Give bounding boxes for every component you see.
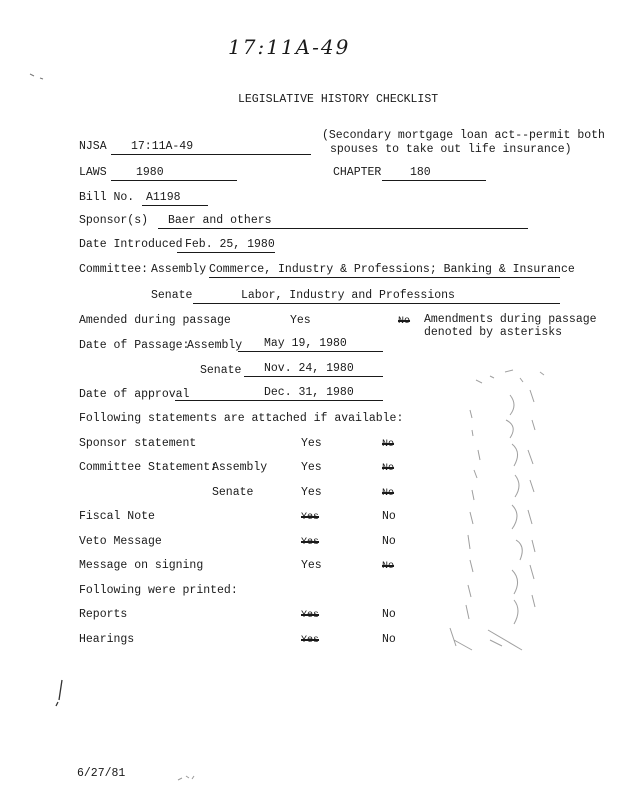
committee-senate-value: Labor, Industry and Professions [193,289,560,304]
reports-yes: Yes [301,610,320,621]
amended-label: Amended during passage [79,314,231,327]
laws-label: LAWS [79,166,107,179]
amended-yes: Yes [290,314,311,327]
approval-value: Dec. 31, 1980 [175,386,383,401]
committee-assembly-label: Assembly [151,263,207,276]
sponsor-value: Baer and others [158,214,528,229]
hearings-yes: Yes [301,635,320,646]
committee-statement-label: Committee Statement: [79,461,218,474]
committee-statement-senate-label: Senate [212,486,254,499]
chapter-value: 180 [382,166,486,181]
date-introduced-value: Feb. 25, 1980 [177,238,275,253]
reports-no: No [382,608,396,621]
fiscal-note-no: No [382,510,396,523]
committee-senate-label: Senate [151,289,193,302]
footer-date: 6/27/81 [77,767,126,780]
committee-statement-assembly-yes: Yes [301,461,322,474]
bill-label: Bill No. [79,191,135,204]
chapter-label: CHAPTER [333,166,382,179]
handwritten-code: 17:11A-49 [228,35,351,59]
fiscal-note-label: Fiscal Note [79,510,155,523]
printed-header: Following were printed: [79,584,238,597]
committee-assembly-value: Commerce, Industry & Professions; Banking & Insurance [209,263,575,276]
bill-value: A1198 [142,191,208,206]
passage-label: Date of Passage: [79,339,190,352]
sponsor-label: Sponsor(s) [79,214,149,227]
sponsor-statement-no: No [382,439,395,450]
veto-message-label: Veto Message [79,535,162,548]
passage-senate-label: Senate [200,364,242,377]
veto-message-no: No [382,535,396,548]
passage-assembly-label: Assembly [187,339,243,352]
committee-label: Committee: [79,263,149,276]
committee-statement-assembly-no: No [382,463,395,474]
sponsor-statement-yes: Yes [301,437,322,450]
sponsor-statement-label: Sponsor statement [79,437,197,450]
amended-note-line2: denoted by asterisks [424,326,563,339]
signing-message-label: Message on signing [79,559,204,572]
date-introduced-label: Date Introduced [79,238,183,251]
page-title: LEGISLATIVE HISTORY CHECKLIST [238,93,439,106]
njsa-value: 17:11A-49 [111,140,311,155]
amended-no: No [398,316,411,327]
passage-assembly-value: May 19, 1980 [238,337,383,352]
njsa-description-line2: spouses to take out life insurance) [330,143,572,156]
amended-note-line1: Amendments during passage [424,313,597,326]
committee-statement-senate-yes: Yes [301,486,322,499]
fiscal-note-yes: Yes [301,512,320,523]
reports-label: Reports [79,608,128,621]
laws-value: 1980 [111,166,237,181]
hearings-no: No [382,633,396,646]
committee-statement-assembly-label: Assembly [212,461,268,474]
approval-label: Date of approval [79,388,190,401]
veto-message-yes: Yes [301,537,320,548]
attached-header: Following statements are attached if available: [79,412,404,425]
hearings-label: Hearings [79,633,135,646]
signing-message-no: No [382,561,395,572]
passage-senate-value: Nov. 24, 1980 [244,362,383,377]
njsa-label: NJSA [79,140,107,153]
signing-message-yes: Yes [301,559,322,572]
njsa-description-line1: (Secondary mortgage loan act--permit both [322,129,605,142]
committee-statement-senate-no: No [382,488,395,499]
